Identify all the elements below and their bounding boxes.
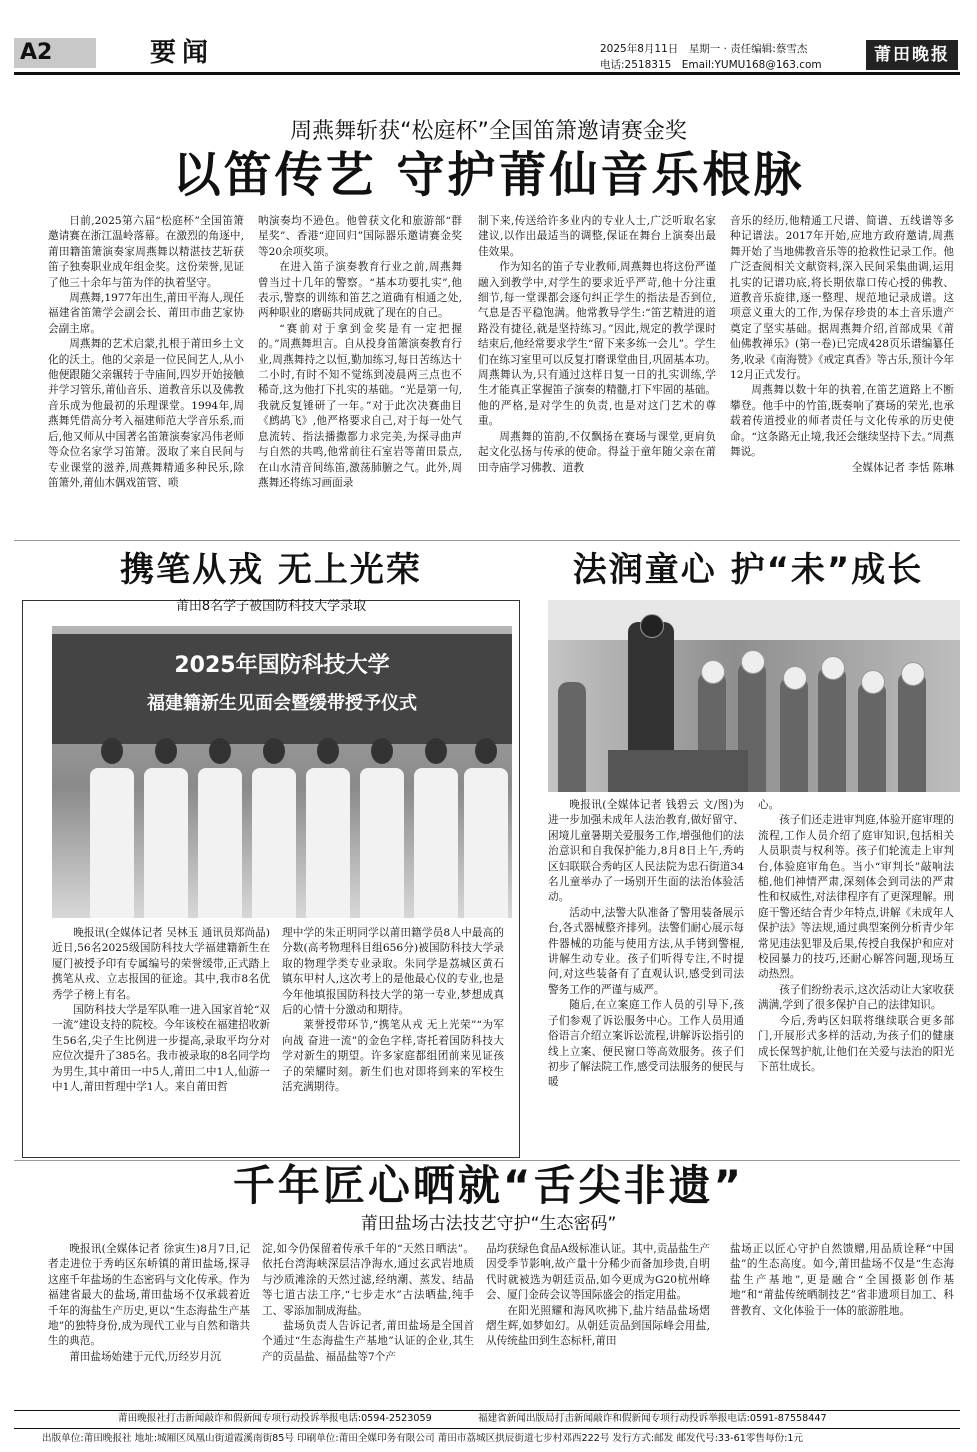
paragraph: 今后,秀屿区妇联将继续联合更多部门,开展形式多样的活动,为孩子们的健康成长保驾护航,让他们在关爱与法治的阳光下茁壮成长。 (758, 1014, 954, 1073)
byline: 全媒体记者 李恬 陈琳 (851, 461, 954, 474)
paragraph: 周燕舞,1977年出生,莆田平海人,现任福建省笛箫学会副会长、莆田市曲艺家协会副主席。 (48, 292, 244, 335)
paragraph: 孩子们还走进审判庭,体验开庭审理的流程,工作人员介绍了庭审知识,包括相关人员职责与权利等。孩子们轮流走上审判台,体验庭审角色。当小“审判长”敲响法槌,他们神情严肃,深刻体会到司法的严肃性和权威性,对法律程序有了更深理解。刑庭干警还结合青少年特点,讲解《未成年人保护法》等法规,通过典型案例分析青少年常见违法犯罪及后果,传授自我保护和应对校园暴力的技巧,还耐心解答问题,现场互动热烈。 (758, 814, 954, 981)
story1-kicker: 周燕舞斩获“松庭杯”全国笛箫邀请赛金奖 (290, 119, 687, 144)
story4-column-4 (730, 1242, 954, 1402)
ceremony-banner (52, 634, 512, 744)
story2-column-1 (52, 926, 270, 1154)
story4-column-2 (262, 1242, 474, 1402)
story3-column-1 (548, 798, 744, 1154)
paragraph: 作为知名的笛子专业教师,周燕舞也将这份严谨融入到教学中,对学生的要求近乎严苛,他十分注重细节,每一堂课都会逐句纠正学生的指法是否到位,气息是否平稳饱满。他常教导学生:“笛艺精进的道路没有捷径,就是坚持练习。”因此,规定的教学课时结束后,他经常要求学生“留下来多练一会儿”。学生们在练习室里可以反复打磨课堂曲目,巩固基本功。周燕舞认为,只有通过这样日复一日的扎实训练,学生才能真正掌握笛子演奏的精髓,打下牢固的基础。他的严格,是对学生的负责,也是对这门艺术的尊重。 (478, 261, 716, 428)
child-figure (858, 682, 886, 792)
paragraph: 制下来,传送给许多业内的专业人士,广泛听取名家建议,以作出最适当的调整,保证在舞台上演奏出最佳效果。 (478, 215, 716, 258)
edition-info: 2025年8月11日 星期一 · 责任编辑:蔡雪杰 (600, 43, 808, 55)
paragraph: 周燕舞的笛韵,不仅飘扬在赛场与课堂,更肩负起文化弘扬与传承的使命。得益于童年随父亲在莆田寺庙学习佛教、道教 (478, 430, 716, 474)
contact-info: 电话:2518315 Email:YUMU168@163.com (600, 59, 822, 71)
child-figure (780, 677, 808, 792)
paragraph: 周燕舞的艺术启蒙,扎根于莆田乡土文化的沃土。他的父亲是一位民间艺人,从小他便跟随父亲辗转于寺庙间,四岁开始接触并学习管乐,莆仙音乐、道教音乐以及佛教音乐成为他最初的乐理课堂。1994年,周燕舞凭借高分考入福建师范大学音乐系,而后,他又师从中国著名笛箫演奏家冯伟老师等众位名家学习笛箫。汲取了来自民间与专业课堂的滋养,周燕舞精通多种民乐,除笛箫外,莆仙木偶戏笛管、唢 (48, 338, 244, 489)
footer-rule (14, 1410, 960, 1411)
story1-column-3 (478, 214, 716, 536)
header-rule (14, 72, 960, 75)
paragraph: 随后,在立案庭工作人员的引导下,孩子们参观了诉讼服务中心。工作人员用通俗语言介绍立案诉讼流程,讲解诉讼指引的线上立案、便民窗口等高效服务。孩子们初步了解法院工作,感受司法服务的便民与暖 (548, 999, 744, 1089)
court-visit-photo (548, 600, 960, 792)
story4-column-3 (486, 1242, 710, 1402)
footer-hotline-local: 莆田晚报社打击新闻敲诈和假新闻专项行动投诉举报电话:0594-2523059 (118, 1413, 432, 1424)
face-sticker (821, 656, 845, 680)
student-figure (252, 738, 296, 918)
paragraph: 莆田盐场始建于元代,历经岁月沉 (69, 1350, 221, 1363)
paragraph: 心。 (758, 799, 780, 811)
paragraph: 盐场正以匠心守护自然馈赠,用品质诠释“中国盐”的生态高度。如今,莆田盐场不仅是“生态海盐生产基地”,更是融合“全国摄影创作基地”和“莆盐传统晒制技艺”省非遗项目加工、科普教育、文化体验于一体的旅游胜地。 (730, 1243, 954, 1317)
student-figure (360, 738, 404, 918)
paragraph: 理中学的朱正明同学以莆田籍学员8人中最高的分数(高考物理科目组656分)被国防科技大学录取的物理学类专业录取。朱同学是荔城区黄石镇东甲村人,这次考上的是他最心仪的专业,也是今年他填报国防科技大学的第一专业,梦想成真后的心情十分激动和期待。 (282, 927, 504, 1017)
ceremony-photo (52, 626, 512, 918)
banner-line-1: 2025年国防科技大学 (174, 653, 390, 678)
student-figure (306, 738, 350, 918)
story1-headline: 以笛传艺 守护莆仙音乐根脉 (172, 147, 805, 203)
paragraph: 晚报讯(全媒体记者 吴林玉 通讯员郑尚晶)近日,56名2025级国防科技大学福建籍新生在厦门被授予印有专属编号的荣誉缓带,正式踏上携笔从戎、立志报国的征途。其中,我市8名优秀学子榜上有名。 (52, 927, 270, 1001)
paragraph: 莱誉授带环节,“携笔从戎 无上光荣”“为军向战 奋进一流”的金色字样,寄托着国防科技大学对新生的期望。许多家庭都组团前来见证孩子的荣耀时刻。新生们也对即将到来的军校生活充满期待。 (282, 1019, 504, 1094)
paragraph: 孩子们纷纷表示,这次活动让大家收获满满,学到了很多保护自己的法律知识。 (758, 983, 954, 1012)
story1-column-4 (730, 214, 954, 536)
story2-column-2 (282, 926, 504, 1154)
paragraph: 盐场负责人告诉记者,莆田盐场是全国首个通过“生态海盐生产基地”认证的企业,其生产的贡晶盐、福晶盐等7个产 (262, 1320, 474, 1363)
newspaper-logo: 莆田晚报 (866, 40, 958, 70)
face-sticker (741, 650, 765, 674)
story1-column-2 (258, 214, 462, 536)
child-figure (558, 682, 586, 792)
paragraph: 国防科技大学是军队唯一进入国家首轮“双一流”建设支持的院校。今年该校在福建招收新生56名,尖子生比例进一步提高,录取平均分对应位次提升了385名。我市被录取的8名同学均为男生,其中莆田一中5人,莆田二中1人,仙游一中1人,莆田哲理中学1人。来自莆田哲 (52, 1004, 270, 1094)
story1-column-1 (48, 214, 244, 536)
footer-publisher-info: 出版单位:莆田晚报社 地址:城厢区凤凰山街道霞溪南街85号 印刷单位:莆田全媒印务有限公司 莆田市荔城区拱辰街道七步村邓西222号 发行方式:邮发 邮发代号:33-61零售每份:1元 (42, 1433, 804, 1444)
student-figure (144, 738, 188, 918)
student-figure (414, 738, 458, 918)
story2-subtitle: 莆田8名学子被国防科技大学录取 (175, 599, 367, 614)
paragraph: “赛前对于拿到金奖是有一定把握的。”周燕舞坦言。自从投身笛箫演奏教育行业,周燕舞持之以恒,勤加练习,每日苦练达十二小时,有时不知不觉练到凌晨两三点也不稀奇,这为他打下扎实的基础。“光是第一句,我就反复锤研了一年。”对于此次决赛曲目《鹧鸪飞》,他严格要求自己,对于每一处气息流转、指法播撒都力求完美,为探寻曲声与自然的共鸣,他常前往石室岩等莆田景点,在山水清音间练笛,激荡肺腑之气。此外,周燕舞还将练习画面录 (258, 322, 462, 489)
student-figure (464, 738, 508, 918)
equipment-table (608, 750, 748, 792)
section-divider (14, 540, 960, 541)
paragraph: 呐演奏均不逊色。他曾获文化和旅游部“群星奖”、香港“迎回归”国际器乐邀请赛金奖等20余项奖项。 (258, 215, 462, 258)
paragraph: 音乐的经历,他精通工尺谱、简谱、五线谱等多种记谱法。2017年开始,应地方政府邀请,周燕舞开始了当地佛教音乐等的抢救性记录工作。他广泛查阅相关文献资料,深入民间采集曲调,运用扎实的记谱功底,将长期依靠口传心授的佛教、道教音乐旋律,逐一整理、规范地记录成谱。这项意义重大的工作,为保存珍贵的本土音乐遗产奠定了坚实基础。据周燕舞介绍,首部成果《莆仙佛教禅乐》(第一卷)已完成428页乐谱编纂任务,收录《南海赞》《戒定真香》等古乐,预计今年12月正式发行。 (730, 215, 954, 382)
student-figure (198, 738, 242, 918)
face-sticker (783, 666, 807, 690)
paragraph: 晚报讯(全媒体记者 徐寅生)8月7日,记者走进位于秀屿区东峤镇的莆田盐场,探寻这座千年盐场的生态密码与文化传承。作为福建省最大的盐场,莆田盐场不仅承载着近千年的海盐生产历史,更以“生态海盐生产基地”的独特身份,成为现代工业与自然和谐共生的典范。 (48, 1243, 250, 1348)
section-name: 要闻 (150, 38, 215, 68)
window-area (548, 600, 960, 640)
story4-subtitle: 莆田盐场古法技艺守护“生态密码” (360, 1214, 617, 1234)
paragraph: 日前,2025第六届“松庭杯”全国笛箫邀请赛在浙江温岭落幕。在激烈的角逐中,莆田籍笛箫演奏家周燕舞以精湛技艺斩获笛子独奏职业成年组金奖。这份荣誉,见证了他三十余年与笛为伴的执着坚守。 (48, 215, 244, 289)
paragraph: 活动中,法警大队准备了警用装备展示台,各式器械整齐排列。法警们耐心展示每件器械的功能与使用方法,从手铐到警棍,讲解生动专业。孩子们听得专注,不时提问,对这些装备有了直观认识,感受到司法警务工作的严谨与威严。 (548, 906, 744, 996)
story4-headline: 千年匠心晒就“舌尖非遗” (232, 1161, 745, 1210)
story2-headline: 携笔从戎 无上光荣 (120, 550, 422, 590)
story3-column-2 (758, 798, 954, 1154)
face-sticker (701, 660, 725, 684)
face-sticker (901, 662, 925, 686)
student-figure (90, 738, 134, 918)
officer-head (640, 614, 664, 638)
paragraph: 淀,如今仍保留着传承千年的“天然日晒法”。依托台湾海峡深层洁净海水,通过玄武岩地质与沙质滩涂的天然过滤,经纳潮、蒸发、结晶等七道古法工序,“七步走水”古法晒盐,纯手工、零添加制成海盐。 (262, 1243, 474, 1317)
footer-rule (14, 1428, 960, 1429)
paragraph: 品均获绿色食品A级标准认证。其中,贡晶盐生产因受季节影响,故产量十分稀少而备加珍贵,自明代时就被选为朝廷贡品,如今更成为G20杭州峰会、厦门金砖会议等国际盛会的指定用盐。 (486, 1243, 710, 1302)
paragraph: 在进入笛子演奏教育行业之前,周燕舞曾当过十几年的警察。“基本功要扎实”,他表示,警察的训练和笛艺之道确有相通之处,两种职业的磨砺共同成就了现在的自己。 (258, 261, 462, 320)
footer-hotline-province: 福建省新闻出版局打击新闻敲诈和假新闻专项行动投诉举报电话:0591-87558447 (478, 1413, 827, 1424)
page-number: A2 (14, 38, 96, 68)
paragraph: 晚报讯(全媒体记者 钱碧云 文/图)为进一步加强未成年人法治教育,做好留守、困境儿童暑期关爱服务工作,增强他们的法治意识和自我保护能力,8月8日上午,秀屿区妇联联合秀屿区人民法院为忠石街道34名儿童举办了一场别开生面的法治体验活动。 (548, 799, 744, 904)
banner-line-2: 福建籍新生见面会暨缓带授予仪式 (147, 693, 417, 714)
child-figure (898, 672, 926, 792)
paragraph: 周燕舞以数十年的执着,在笛艺道路上不断攀登。他手中的竹笛,既奏响了赛场的荣光,也承载着传道授业的师者责任与文化传承的历史使命。“这条路无止境,我还会继续坚持下去。”周燕舞说。 (730, 384, 954, 459)
story3-headline: 法润童心 护“未”成长 (572, 550, 924, 590)
face-sticker (861, 670, 885, 694)
story4-column-1 (48, 1242, 250, 1402)
child-figure (818, 667, 846, 792)
paragraph: 在阳光照耀和海风吹拂下,盐片结晶盐场熠熠生辉,如梦如幻。从朝廷贡品到国际峰会用盐,从传统盐田到生态标杆,莆田 (486, 1304, 710, 1348)
